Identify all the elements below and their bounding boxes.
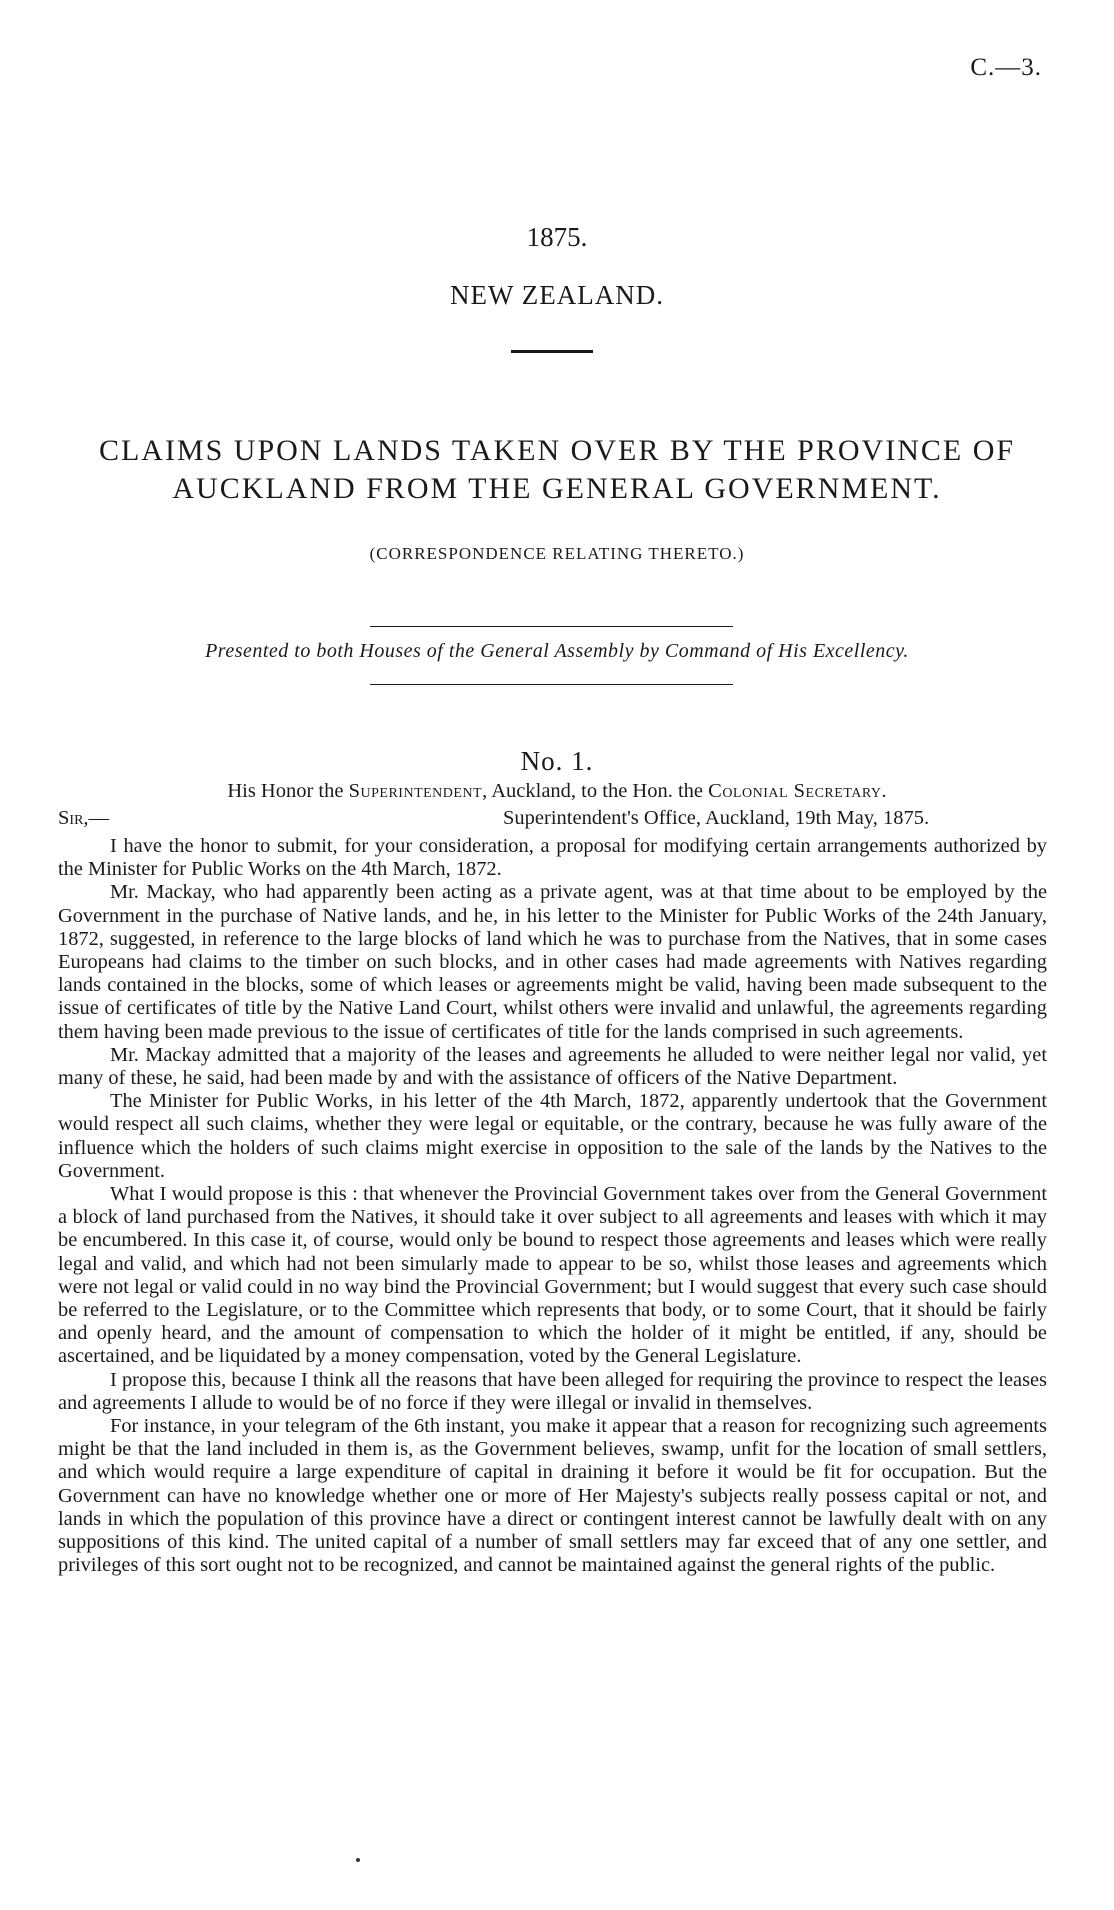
salutation: Sir,— — [58, 807, 110, 829]
paragraph: I propose this, because I think all the reasons that have been alleged for requiring the province to respect the leases and agreements I allude to would be of no force if they were illegal or invalid in themselves. — [58, 1368, 1047, 1414]
document-title — [0, 432, 1114, 508]
page-reference: C.—3. — [970, 54, 1042, 81]
document-country: NEW ZEALAND. — [450, 280, 664, 310]
address-to-title: Colonial Secretary — [708, 780, 882, 802]
short-divider — [511, 350, 593, 353]
address-middle: , Auckland, to the Hon. the — [482, 780, 709, 802]
paragraph: Mr. Mackay admitted that a majority of the leases and agreements he alluded to were neither legal nor valid, yet many of these, he said, had been made by and with the assistance of officers of the Native Department. — [58, 1043, 1047, 1090]
letter-address — [0, 780, 1114, 803]
address-from-title: Superintendent — [348, 780, 483, 802]
presented-line: Presented to both Houses of the General Assembly by Command of His Excellency. — [205, 640, 909, 662]
stray-mark — [356, 1858, 360, 1862]
dateline: Superintendent's Office, Auckland, 19th May, 1875. — [503, 807, 930, 829]
paragraph: I have the honor to submit, for your consideration, a proposal for modifying certain arrangements authorized by the Minister for Public Works on the 4th March, 1872. — [58, 835, 1047, 881]
title-line-1: CLAIMS UPON LANDS TAKEN OVER BY THE PROVINCE OF — [98, 434, 1016, 467]
paragraph: Mr. Mackay, who had apparently been acting as a private agent, was at that time about to be employed by the Government in the purchase of Native lands, and he, in his letter to the Minister for Public Works of the 24th January, 1872, suggested, in reference to the large blocks of land which he was to purchase from the Natives, that in some cases Europeans had claims to the timber on such blocks, and in other cases had made agreements with Natives regarding lands contained in the blocks, some of which leases or agreements might be valid, having been made subsequent to the issue of certificates of title by the Native Land Court, whilst others were invalid and unlawful, the agreements regarding them having been made previous to the issue of certificates of title for the lands comprised in such agreements. — [58, 881, 1047, 1043]
presented-rule-bottom — [370, 684, 733, 685]
address-prefix: His Honor the — [227, 780, 349, 802]
address-suffix: . — [881, 780, 887, 802]
letter-number: No. 1. — [520, 746, 594, 776]
paragraph: What I would propose is this : that whenever the Provincial Government takes over from the General Government a block of land purchased from the Natives, it should take it over subject to all agreements and leases with which it may be encumbered. In this case it, of course, would only be bound to respect those agreements and leases which were really legal and valid, and which had not been simularly made to appear to be so, whilst those leases and agreements which were not legal or valid could in no way bind the Provincial Government; but I would suggest that every such case should be referred to the Legislature, or to the Committee which represents that body, or to some Court, that it should be fairly and openly heard, and the amount of compensation to which the holder of it might be entitled, if any, should be ascertained, and be liquidated by a money compensation, voted by the General Legislature. — [58, 1183, 1047, 1368]
presented-rule-top — [370, 626, 733, 627]
paragraph: For instance, in your telegram of the 6th instant, you make it appear that a reason for recognizing such agreements might be that the land included in them is, as the Government believes, swamp, unfit for the location of small settlers, and which would require a large expenditure of capital in draining it before it would be fit for occupation. But the Government can have no knowledge whether one or more of Her Majesty's subjects really possess capital or not, and lands in which the population of this province have a direct or contingent interest cannot be lawfully dealt with on any suppositions of this kind. The united capital of a number of small settlers may far exceed that of any one settler, and privileges of this sort ought not to be recognized, and cannot be maintained against the general rights of the public. — [58, 1415, 1047, 1577]
title-line-2: AUCKLAND FROM THE GENERAL GOVERNMENT. — [172, 472, 942, 505]
document-subtitle: (CORRESPONDENCE RELATING THERETO.) — [369, 544, 745, 563]
document-year: 1875. — [526, 222, 588, 252]
paragraph: The Minister for Public Works, in his letter of the 4th March, 1872, apparently undertook that the Government would respect all such claims, whether they were legal or equitable, or the contrary, because he was fully aware of the influence which the holders of such claims might exercise in opposition to the sale of the lands by the Natives to the Government. — [58, 1090, 1047, 1182]
letter-body — [58, 835, 1047, 1578]
